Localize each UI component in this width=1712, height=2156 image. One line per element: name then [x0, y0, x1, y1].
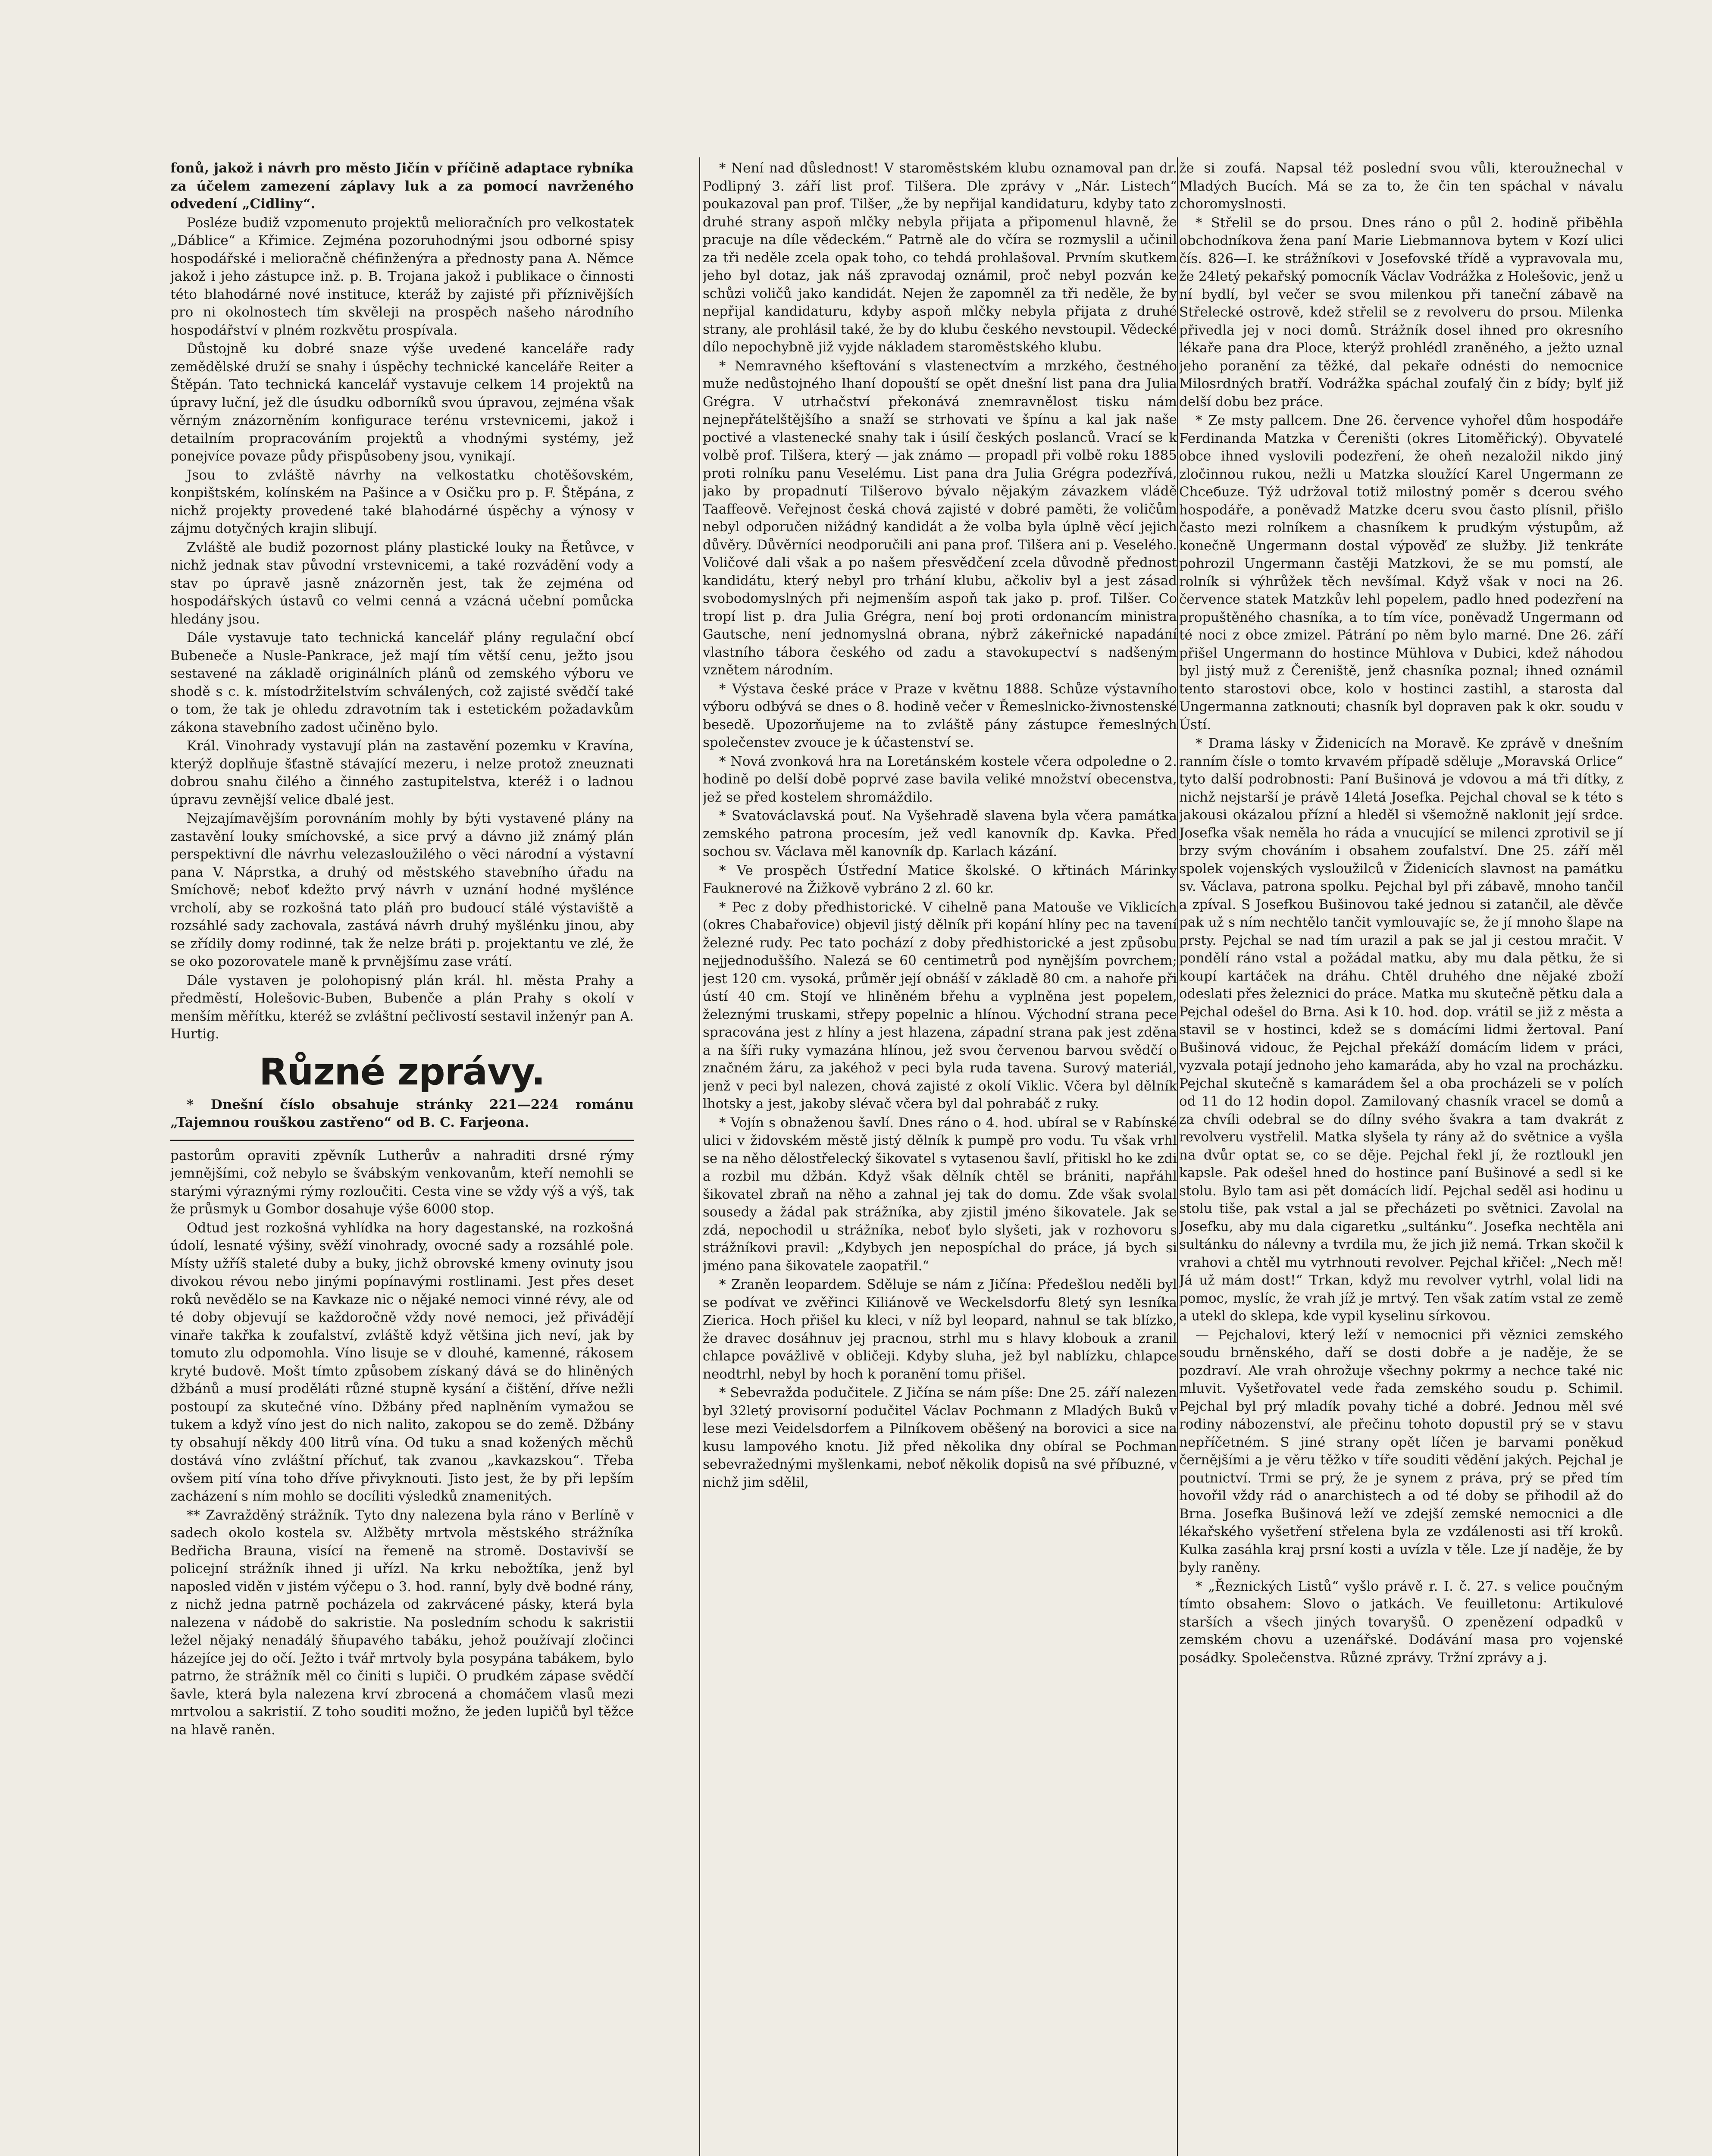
article-paragraph: * Ve prospěch Ústřední Matice školské. O křtinách Márinky Fauknerové na Žižkově vybráno 2 zl. 60 kr. — [703, 862, 1177, 896]
article-paragraph: fonů, jakož i návrh pro město Jičín v příčině adaptace rybníka za účelem zamezení záplavy luk a za pomocí navrženého odvedení „Cidliny“. — [170, 160, 634, 212]
separator-rule — [170, 1140, 634, 1141]
article-paragraph: Král. Vinohrady vystavují plán na zastavění pozemku v Kravína, kterýž doplňuje šťastně stávající mezeru, i nelze protož zneuznati dobrou snahu čilého a činného zastupitelstva, kteréž i o ladnou úpravu zevnější velice dbalé jest. — [170, 738, 634, 808]
article-paragraph: — Pejchalovi, který leží v nemocnici při věznici zemského soudu brněnského, daří se dosti dobře a je naděje, že se pozdraví. Ale vrah ohrožuje všechny pokrmy a nechce také nic mluvit. Vyšetřovatel vede řada zemského soudu p. Schimil. Pejchal byl prý mladík povahy tiché a dobré. Jednou měl své rodiny nábozenství, ale přečinu tohoto dopustil prý se v stavu nepříčetném. S jiné strany opět líčen je barvami poněkud černějšími a je věru těžko v tíře souditi vědění jakých. Pejchal je poutnictví. Trmi se prý, že je synem z práva, prý se před tím hovořil vždy rád o anarchistech a od té doby se přihodil až do Brna. Josefka Bušinová leží ve zdejší zemské nemocnici a dle lékařského vyšetření střelena byla ze vzdálenosti asi tří kroků. Kulka zasáhla kraj prsní kosti a uvízla v těle. Lze jí naděje, že by byly raněny. — [1179, 1327, 1623, 1575]
column-rule-2 — [1177, 157, 1178, 2156]
section-heading: Různé zprávy. — [259, 1050, 545, 1094]
article-paragraph: Nejzajímavějším porovnáním mohly by býti vystavené plány na zastavění louky smíchovské, a sice prvý a dávno již známý plán perspektivní dle návrhu velezasloužilého o věci národní a výstavní pana V. Náprstka, a druhý od městského stavebního úřadu na Smíchově; neboť kdežto prvý návrh v uznání hodné myšlénce vrcholí, aby se rozkošná tato pláň pro budoucí stálé výstaviště a rozsáhlé sady zachovala, zastává návrh druhý myšlénku jinou, aby se zřídily domy rodinné, tak že nelze bráti p. projektantu ve zlé, že se oko pozorovatele maně k prvnějšímu zase vrátí. — [170, 811, 634, 969]
article-paragraph: * Ze msty pallcem. Dne 26. července vyhořel dům hospodáře Ferdinanda Matzka v Čereništi (okres Litoměřický). Obyvatelé obce ihned vyslovili podezření, že oheň nezaložil nikdo jiný zločinnou rukou, nežli u Matzka sloužící Karel Ungermann ze Chceбuze. Týž udržoval totiž milostný poměr s dcerou svého hospodáře, a poněvadž Matzke dceru svou často plísnil, přišlo často mezi rolníkem a chasníkem k prudkým výstupům, až konečně Ungermann dostal výpověď ze služby. Již tenkráte pohrozil Ungermann častěji Matzkovi, že se mu pomstí, ale rolník si výhrůžek těch nevšímal. Když však v noci na 26. července statek Matzkův lehl popelem, padlo hned podezření na propuštěného chasníka, a to tím více, poněvadž Ungermann od té noci z obce zmizel. Pátrání po něm bylo marné. Dne 26. září přišel Ungermann do hostince Mühlova v Dubici, kdež náhodou byl jistý muž z Čereniště, jenž chasníka poznal; ihned oznámil tento starostovi obce, kolo v hostinci zastihl, a starosta dal Ungermanna zatknouti; chasník byl dopraven pak k okr. soudu v Ústí. — [1179, 413, 1623, 733]
article-paragraph: * Sebevražda podučitele. Z Jičína se nám píše: Dne 25. září nalezen byl 32letý provisorní podučitel Václav Pochmann z Mladých Buků v lese mezi Veidelsdorfem a Pilníkovem oběšený na borovici a sice na kusu lampového knotu. Již před několika dny obíral se Pochman sebevražednými myšlenkami, neboť několik dopisů na své příbuzné, v nichž jim sdělil, — [703, 1385, 1177, 1490]
article-paragraph: * Výstava české práce v Praze v květnu 1888. Schůze výstavního výboru odbývá se dnes o 8. hodině večer v Řemeslnicko-živnostenské besedě. Upozorňujeme na to zvláště pány zástupce řemeslných společenstev zvouce je k účastenství se. — [703, 681, 1177, 750]
article-paragraph: * Zraněn leopardem. Sděluje se nám z Jičína: Předešlou neděli byl se podívat ve zvěřinci Kiliánově ve Weckelsdorfu 8letý syn lesníka Zieriса. Hoch přišel ku kleci, v níž byl leopard, nahnul se tak blízko, že dravec dosáhnuv jej pracnou, strhl mu s hlavy klobouk a zranil chlapce povážlivě v obličeji. Kdyby sluha, jež byl nablízku, chlapce neodtrhl, nebyl by hoch k poranění tomu přišel. — [703, 1277, 1177, 1382]
article-paragraph: * Střelil se do prsou. Dnes ráno o půl 2. hodině přiběhla obchodníkova žena paní Marie Liebmannova bytem v Kozí ulici čís. 826—I. ke strážníkovi v Josefovské třídě a vypravovala mu, že 24letý pekařský pomocník Václav Vodrážka z Holešovic, jenž u ní bydlí, byl večer se svou milenkou při taneční zábavě na Střelecké ostrově, kdež střelil se z revolveru do prsou. Milenka přivedla jej v noci domů. Strážník dosel ihned pro okresního lékaře pana dra Ploce, kterýž prohlédl zraněného, a ježto uznal jeho poranění za těžké, dal pekaře odnésti do nemocnice Milosrdných bratří. Vodrážka spáchal zoufalý čin z bídy; bylť již delší dobu bez práce. — [1179, 215, 1623, 410]
article-paragraph: že si zoufá. Napsal též poslední svou vůli, kteroužnechal v Mladých Bucích. Má se za to, že čin ten spáchal v návalu choromyslnosti. — [1179, 160, 1623, 212]
article-paragraph: * Nová zvonková hra na Loretánském kostele včera odpoledne o 2. hodině po delší době poprvé zase bavila veliké množství obecenstva, jež se před kostelem shromáždilo. — [703, 753, 1177, 805]
novel-notice: * Dnešní číslo obsahuje stránky 221—224 románu „Tajemnou rouškou zastřeno“ od B. C. Farjeona. — [170, 1097, 634, 1130]
article-paragraph: Odtud jest rozkošná vyhlídka na hory dagestanské, na rozkošná údolí, lesnaté výšiny, svěží vinohrady, ovocné sady a rozsáhlé pole. Místy užříš staleté duby a buky, jichž obrovské kmeny ovinuty jsou divokou révou nebo jinými popínavými rostlinami. Jest přes deset roků nevědělo se na Kavkaze nic o nějaké nemoci vinné révy, ale od té doby objevují se každoročně vždy nové nemoci, jež přivádějí vinaře takřka k zoufalství, zvláště když většina jich neví, jak by tomuto zlu odpomohla. Víno lisuje se v dlouhé, kamenné, rákosem kryté budově. Mošt tímto způsobem získaný dává se do hliněných džbánů a musí proděláti různé stupně kysání a čištění, dříve nežli postoupí za skutečné víno. Džbány před naplněním vymažou se tukem a když víno jest do nich nalito, zakopou se do země. Džbány ty obsahují někdy 400 litrů vína. Od tuku a snad kožených měchů dostává víno zvláštní příchuť, tak zvanou „kavkazskou“. Třeba ovšem pití vína toho dříve přivyknouti. Jisto jest, že by při lepším zacházení s ním mohlo se docíliti výsledků znamenitých. — [170, 1220, 634, 1504]
column-rule-1 — [699, 157, 700, 2156]
article-paragraph: Dále vystavuje tato technická kancelář plány regulační obcí Bubeneče a Nusle-Pankrace, jež mají tím větší cenu, ježto jsou sestavené na základě originálních plánů od zemského výboru ve shodě s c. k. místodržitelstvím schválených, což zajisté svědčí také o tom, že tak je ohledu zdravotním tak i estetickém požadavkům zákona stavebního zadost učiněno bylo. — [170, 630, 634, 735]
article-paragraph: * Není nad důslednost! V staroměstském klubu oznamoval pan dr. Podlipný 3. září list prof. Tilšera. Dle zprávy v „Nár. Listech“ poukazoval pan prof. Tilšer, „že by nepřijal kandidaturu, kdyby tato z druhé strany aspoň mlčky nebyla přijata a připomenul hlavně, že pracuje na díle vědeckém.“ Patrně ale do včíra se rozmyslil a učinil za tři neděle zcela opak toho, co tehdá prohlašoval. Prvním skutkem jeho byl dotaz, jak náš zpravodaj oznámil, proč nebyl pozván ke schůzi voličů jako kandidát. Nejen že zapomněl za tři neděle, že by nepřijal kandidaturu, kdyby aspoň mlčky nebyla přijata z druhé strany, ale prohlásil také, že by do klubu českého nevstoupil. Vědecké dílo nepochybně již vyjde nákladem staroměstského klubu. — [703, 160, 1177, 355]
article-paragraph: Posléze budiž vzpomenuto projektů melioračních pro velkostatek „Dáblice“ a Křimice. Zejména pozoruhodnými jsou odborné spisy hospodářské i melioračně chéfinženýra a přednosty pana A. Němce jakož i jeho zástupce inž. p. B. Trojana jakož i publikace o činnosti této blahodárné nové instituce, kteráž by zajisté při příznivějších pro ni okolnostech tím skvěleji na prospěch našeho národního hospodářství v plném rozkvětu prospívala. — [170, 215, 634, 338]
article-paragraph: * Svatováclavská pouť. Na Vyšehradě slavena byla včera památka zemského patrona procesím, jež vedl kanovník dp. Kavka. Před sochou sv. Václava měl kanovník dp. Karlach kázání. — [703, 808, 1177, 859]
article-paragraph: Dále vystaven je polohopisný plán král. hl. města Prahy a předměstí, Holešovic-Buben, Bubenče a plán Prahy s okolí v menším měřítku, kteréž se zvláštní pečlivostí sestavil inženýr pan A. Hurtig. — [170, 972, 634, 1042]
article-paragraph: * Pec z doby předhistorické. V cihelně pana Matouše ve Viklicích (okres Chabařovice) objevil jistý dělník při kopání hlíny pec na tavení železné rudy. Pec tato pochází z doby předhistorické a jest způsobu nejjednoduššího. Nalezá se 60 centimetrů pod nynějším povrchem; jest 120 cm. vysoká, průměr její obnáší v základě 80 cm. a nahoře při ústí 40 cm. Stojí ve hliněném břehu a vyplněna jest popelem, železnými truskami, střepy popelnic a hlínou. Východní strana pece spracována jest z hlíny a jest hlazena, západní strana pak jest zděna a na šíři ruky vymazána hlínou, jež svou červenou barvou svědčí o značném žáru, za jakéhož v peci byla ruda tavena. Surový materiál, jenž v peci byl nalezen, chová zajisté z okolí Viklic. Včera byl dělník lhotsky a jest, jakoby slévač včera byl dal pohrabáč z ruky. — [703, 899, 1177, 1112]
article-paragraph: Jsou to zvláště návrhy na velkostatku chotěšovském, konpištském, kolínském na Pašince a v Osičku pro p. F. Štěpána, z nichž projekty provedené také blahodárné úspěchy a výnosy v zájmu dotyčných krajin slibují. — [170, 467, 634, 536]
article-paragraph: pastorům opraviti zpěvník Lutherův a nahraditi drsné rýmy jemnějšími, což nebylo se švábským venkovanům, kteří nemohli se starými výraznými rýmy rozloučiti. Cesta vine se vždy výš a výš, tak že průsmyk u Gombor dosahuje výše 6000 stop. — [170, 1147, 634, 1217]
article-paragraph: ** Zavražděný strážník. Tyto dny nalezena byla ráno v Berlíně v sadech okolo kostela sv. Alžběty mrtvola městského strážníka Bedřicha Brauna, visící na řemeně na stromě. Dostavivší se policejní strážník ihned ji uřízl. Na krku nebožtíka, jenž byl naposled viděn v jistém výčepu o 3. hod. ranní, byly dvě bodné rány, z nichž jedna patrně pocházela od zakrvácené pásky, která byla nalezena v nádobě do sakristie. Na posledním schodu k sakristii ležel nějaký nenadálý šňupavého tabáku, jehož používají zločinci házejíce jej do očí. Ježto i tvář mrtvoly byla posypána tabákem, bylo patrno, že strážník měl co činiti s lupiči. O prudkém zápase svědčí šavle, která byla nalezena krví zbrocená a chomáčem vlasů mezi mrtvolou a sakristií. Z toho souditi možno, že jeden lupičů byl těžce na hlavě raněn. — [170, 1507, 634, 1738]
column-3 — [1179, 160, 1623, 2156]
article-paragraph: * „Řeznických Listů“ vyšlo právě r. I. č. 27. s velice poučným tímto obsahem: Slovo o jatkách. Ve feuilletonu: Artikulové starších a všech jiných tovaryšů. O zpenězení odpadků v zemském chovu a uzenářské. Dodávání masa pro vojenské posádky. Společenstva. Různé zprávy. Tržní zprávy a j. — [1179, 1578, 1623, 1666]
column-2 — [703, 160, 1177, 2156]
column-1 — [170, 160, 634, 2156]
article-paragraph: * Nemravného kšeftování s vlastenectvím a mrzkého, čestného muže nedůstojného lhaní dopouští se opět dnešní list pana dra Julia Grégra. V utrhačství překonává znemravnělost tisku nám nejnepřátelštějšího a snaží se strhovati ve špínu a kal jak naše poctivé a vlastenecké snahy tak i úsilí českých poslanců. Vrací se k volbě prof. Tilšera, který — jak známo — propadl při volbě roku 1885 proti rolníku panu Veselému. List pana dra Julia Grégra podezřívá, jako by propadnutí Tilšerovo bývalo nějakým závazkem vládě Taaffeově. Veřejnost česká chová zajisté v dobré paměti, že voličům nebyl odporučen nižádný kandidát a že volba byla úplně věcí jejich důvěry. Důvěrníci neodporučili ani pana prof. Tilšera ani p. Veselého. Voličové dali však a po našem přesvědčení zcela důvodně přednost kandidátu, který nebyl pro trhání klubu, ačkoliv byl a jest zásad svobodomyslných při nejmenším aspoň tak jako p. prof. Tilšer. Co tropí list p. dra Julia Grégra, není boj proti ordonancím ministra Gautsche, není jednomyslná obrana, nýbrž zákeřnické napadání vlastního tábora českého od zadu a stavokupectví s nadšeným vznětem národním. — [703, 358, 1177, 678]
article-paragraph: Důstojně ku dobré snaze výše uvedené kanceláře rady zemědělské druží se snahy i úspěchy technické kanceláře Reiter a Štěpán. Tato technická kancelář vystavuje celkem 14 projektů na úpravy luční, jež dle úsudku odborníků svou úpravou, zejména však věrným znázorněním konfigurace terénu vrstevnicemi, jakož i detailním propracováním projektů a vhodnými systémy, jež ponejvíce povaze půdy přispůsobeny jsou, vynikají. — [170, 341, 634, 464]
article-paragraph: * Drama lásky v Židenicích na Moravě. Ke zprávě v dnešním ranním čísle o tomto krvavém případě sděluje „Moravská Orlice“ tyto další podrobnosti: Paní Bušinová je vdovou a má tři dítky, z nichž nejstarší je právě 14letá Josefka. Pejchal choval se k této s jakousi okázalou přízní a hleděl si všemožně naklonit její srdce. Josefka však neměla ho ráda a vnucující se milenci zprotivil se jí brzy svým chováním i obsahem zoufalství. Dne 25. září měl spolek vojenských vysloužilců v Židenicích slavnost na památku sv. Václava, patrona spolku. Pejchal byl při zábavě, mnoho tančil a zpíval. S Josefkou Bušinovou také jednou si zatančil, ale děvče pak už s ním nechtělo tančit vymlouvajíc se, že jí mnoho šlape na prsty. Pejchal se nad tím urazil a pak se jal ji cestou mračit. V pondělí ráno vstal a požádal matku, aby mu dala pětku, že si koupí kartáček na dráhu. Chtěl druhého dne nějaké zboží odeslati přes železnici do práce. Matka mu skutečně pětku dala a Pejchal odešel do Brna. Asi k 10. hod. dop. vrátil se již z města a stavil se v hostinci, kdež se s domácími lidmi žertoval. Paní Bušinová vidouc, že Pejchal překáží domácím lidem v práci, vyzvala potají jednoho jeho kamaráda, aby ho vzal na procházku. Pejchal skutečně s kamarádem šel a oba procházeli se v polích od 11 do 12 hodin dopol. Zamilovaný chasník vracel se domů a za chvíli odebral se do dílny svého švakra a tam dvakrát z revolveru vystřelil. Matka slyšela ty rány až do světnice a vyšla na dvůr optat se, co se děje. Pejchal řekl jí, že roztloukl jen kapsle. Pak odešel hned do hostince paní Bušinové a sedl si ke stolu. Bylo tam asi pět domácích lidí. Pejchal seděl asi hodinu u stolu tiše, pak vstal a jal se přecházeti po světnici. Zavolal na Josefku, aby mu dala cigaretku „sultánku“. Josefka nechtěla ani sultánku do nálevny a tvrdila mu, že jich již nemá. Trkan skočil k vrahovi a chtěl mu vytrhnouti revolver. Pejchal křičel: „Nech mě! Já už mám dost!“ Trkan, když mu revolver vytrhl, volal lidi na pomoc, myslíc, že vrah jíž je mrtvý. Ten však zatím vstal ze země a utekl do sklepa, kde vypil kyselinu sírkovou. — [1179, 736, 1623, 1324]
article-paragraph: * Vojín s obnaženou šavlí. Dnes ráno o 4. hod. ubíral se v Rabínské ulici v židovském městě jistý dělník k pumpě pro vodu. Tu však vrhl se na něho dělostřelecký šikovatel s vytasenou šavlí, přitiskl ho ke zdi a rozbil mu džbán. Když však dělník chtěl se brániti, napřáhl šikovatel zbraň na něho a zahnal jej tak do domu. Zde však svolal sousedy a žádal pak strážníka, aby zjistil jméno šikovatele. Jak se zdá, nepochodil u strážníka, neboť bylo slyšeti, jak v rozhovoru s strážníkovi pravil: „Kdybych jen nepospíchal do práce, já bych si jméno pana šikovatele zaopatřil.“ — [703, 1115, 1177, 1274]
article-paragraph: Zvláště ale budiž pozornost plány plastické louky na Řetůvce, v nichž jednak stav původní vrstevnicemi, a také rozvádění vody a stav po úpravě jasně znázorněn jest, tak že zejména od hospodářských ústavů co velmi cenná a vzácná učební pomůcka hledány jsou. — [170, 539, 634, 627]
